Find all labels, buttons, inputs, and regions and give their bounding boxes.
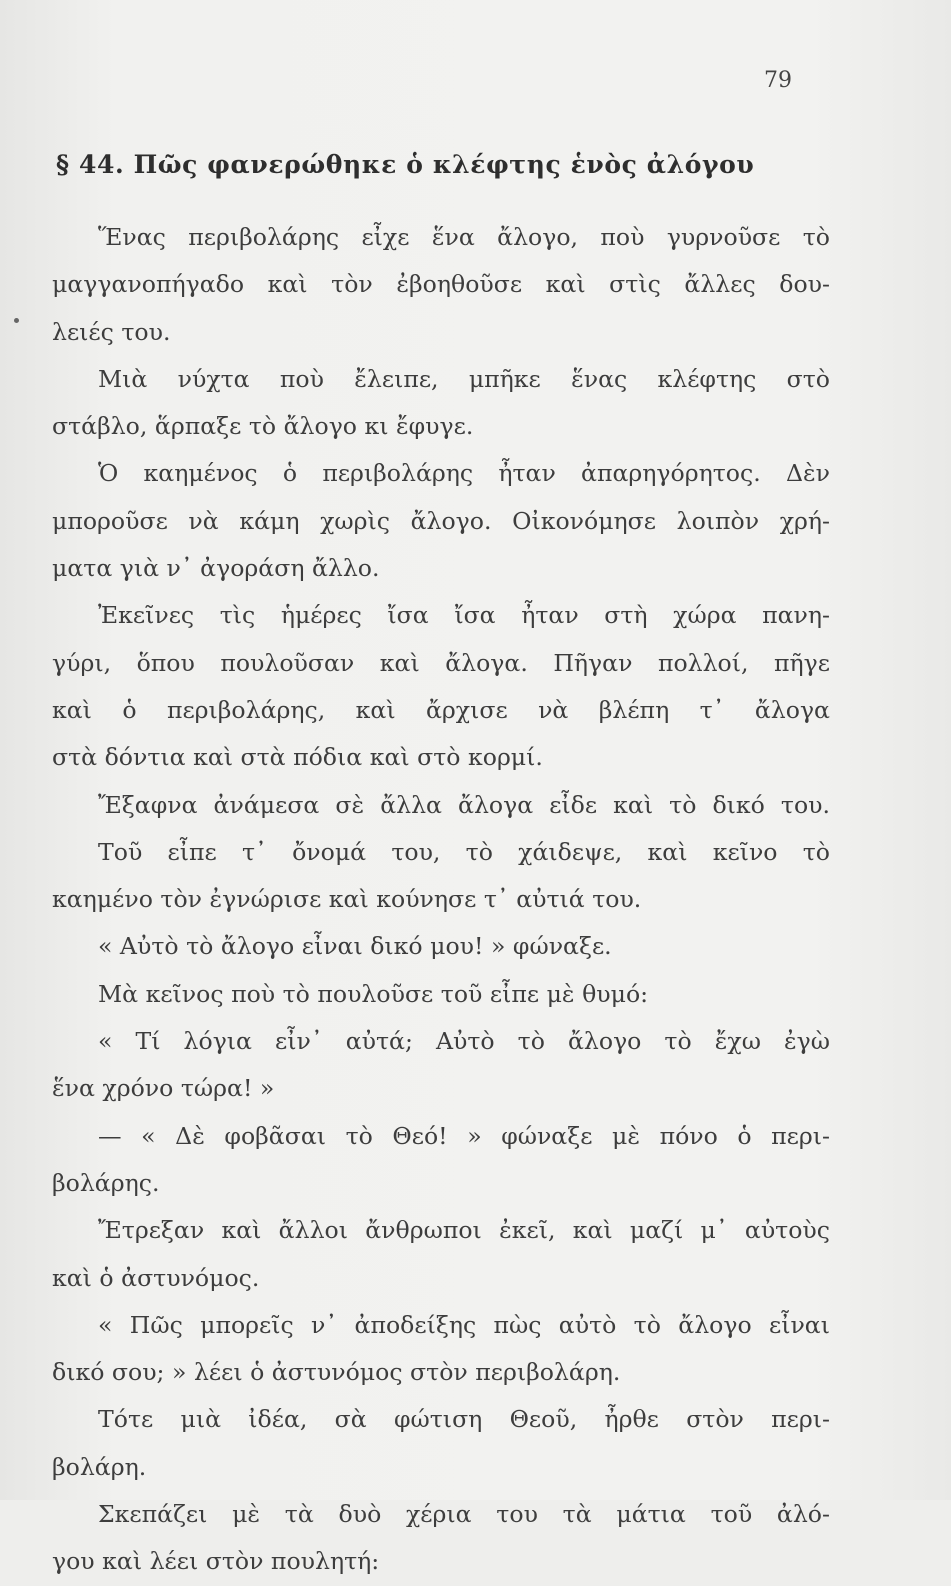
text-line: μποροῦσε νὰ κάμη χωρὶς ἄλογο. Οἰκονόμησε λοιπὸν χρή- (52, 506, 830, 535)
text-line: ἕνα χρόνο τώρα! » (52, 1074, 275, 1103)
page-number: 79 (764, 68, 792, 93)
text-line: Σκεπάζει μὲ τὰ δυὸ χέρια του τὰ μάτια τοῦ ἀλό- (98, 1500, 830, 1529)
text-line: καὶ ὁ περιβολάρης, καὶ ἄρχισε νὰ βλέπη τ᾽ ἄλογα (52, 695, 830, 724)
text-line: γου καὶ λέει στὸν πουλητή: (52, 1547, 380, 1576)
text-line: Μὰ κεῖνος ποὺ τὸ πουλοῦσε τοῦ εἶπε μὲ θυμό: (98, 979, 649, 1008)
text-line: « Πῶς μπορεῖς ν᾽ ἀποδείξης πὼς αὐτὸ τὸ ἄλογο εἶναι (98, 1310, 830, 1339)
body-text (52, 214, 830, 1586)
text-line: βολάρης. (52, 1168, 160, 1197)
text-line: Τότε μιὰ ἰδέα, σὰ φώτιση Θεοῦ, ἦρθε στὸν περι- (98, 1405, 830, 1434)
text-line: γύρι, ὅπου πουλοῦσαν καὶ ἄλογα. Πῆγαν πολλοί, πῆγε (52, 648, 830, 677)
text-line: Μιὰ νύχτα ποὺ ἔλειπε, μπῆκε ἕνας κλέφτης στὸ (98, 364, 830, 393)
text-line: καημένο τὸν ἐγνώρισε καὶ κούνησε τ᾽ αὐτιά του. (52, 885, 642, 914)
text-line: — « Δὲ φοβᾶσαι τὸ Θεό! » φώναξε μὲ πόνο ὁ περι- (98, 1121, 830, 1150)
text-line: βολάρη. (52, 1452, 147, 1481)
text-line: ματα γιὰ ν᾽ ἀγοράση ἄλλο. (52, 554, 380, 583)
text-line: « Αὐτὸ τὸ ἄλογο εἶναι δικό μου! » φώναξε. (98, 932, 612, 961)
text-line: καὶ ὁ ἀστυνόμος. (52, 1263, 260, 1292)
text-line: Τοῦ εἶπε τ᾽ ὄνομά του, τὸ χάιδεψε, καὶ κεῖνο τὸ (98, 837, 830, 866)
margin-mark (14, 318, 19, 323)
text-line: δικό σου; » λέει ὁ ἀστυνόμος στὸν περιβολάρη. (52, 1358, 621, 1387)
text-line: Ὁ καημένος ὁ περιβολάρης ἦταν ἀπαρηγόρητος. Δὲν (98, 459, 830, 488)
text-line: « Τί λόγια εἶν᾽ αὐτά; Αὐτὸ τὸ ἄλογο τὸ ἔχω ἐγὼ (98, 1027, 830, 1056)
text-line: στὰ δόντια καὶ στὰ πόδια καὶ στὸ κορμί. (52, 743, 543, 772)
section-heading: § 44. Πῶς φανερώθηκε ὁ κλέφτης ἑνὸς ἀλόγου (56, 150, 755, 179)
text-line: Ἔξαφνα ἀνάμεσα σὲ ἄλλα ἄλογα εἶδε καὶ τὸ δικό του. (98, 790, 830, 819)
text-line: στάβλο, ἅρπαξε τὸ ἄλογο κι ἔφυγε. (52, 412, 474, 441)
text-line: λειές του. (52, 317, 171, 346)
text-line: Ἐκεῖνες τὶς ἡμέρες ἴσα ἴσα ἦταν στὴ χώρα πανη- (98, 601, 830, 630)
text-line: μαγγανοπήγαδο καὶ τὸν ἐβοηθοῦσε καὶ στὶς ἄλλες δου- (52, 270, 830, 299)
text-line: Ἔτρεξαν καὶ ἄλλοι ἄνθρωποι ἐκεῖ, καὶ μαζί μ᾽ αὐτοὺς (98, 1216, 830, 1245)
text-line: Ἕνας περιβολάρης εἶχε ἕνα ἄλογο, ποὺ γυρνοῦσε τὸ (98, 223, 830, 251)
